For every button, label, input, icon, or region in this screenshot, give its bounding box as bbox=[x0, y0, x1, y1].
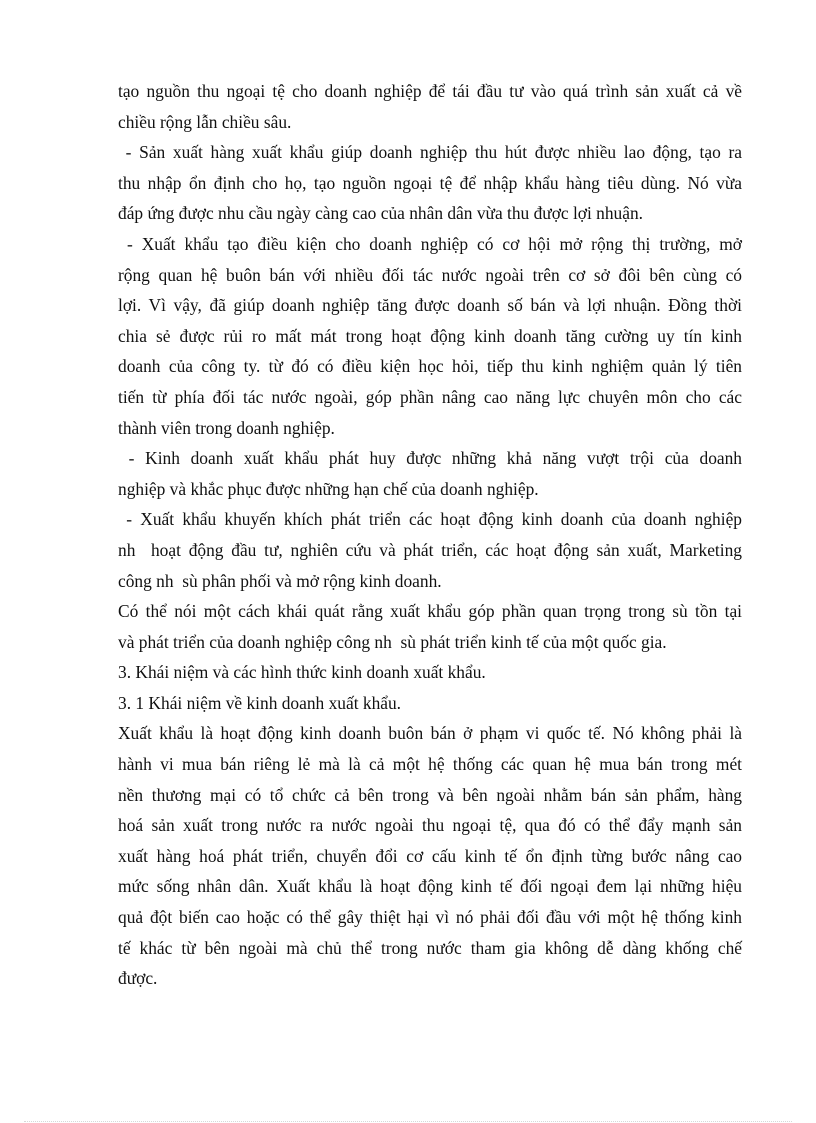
text-line: nh hoạt động đầu tư, nghiên cứu và phát triển, các hoạt động sản xuất, Marketing bbox=[118, 539, 742, 560]
text-line: đáp ứng được nhu cầu ngày càng cao của nhân dân vừa thu được lợi nhuận. bbox=[118, 203, 644, 224]
text-line: rộng quan hệ buôn bán với nhiều đối tác nước ngoài trên cơ sở đôi bên cùng có bbox=[118, 264, 742, 285]
text-line: - Xuất khẩu khuyến khích phát triển các hoạt động kinh doanh của doanh nghiệp bbox=[118, 509, 742, 530]
text-line: - Xuất khẩu tạo điều kiện cho doanh nghiệp có cơ hội mở rộng thị trường, mở bbox=[118, 233, 742, 254]
text-line: nền thương mại có tổ chức cả bên trong và bên ngoài nhằm bán sản phẩm, hàng bbox=[118, 784, 742, 805]
text-line: và phát triển của doanh nghiệp công nh sù phát triển kinh tế của một quốc gia. bbox=[118, 631, 667, 652]
text-line: 3. Khái niệm và các hình thức kinh doanh xuất khẩu. bbox=[118, 662, 486, 683]
text-line: Có thể nói một cách khái quát rằng xuất khẩu góp phần quan trọng trong sù tồn tại bbox=[118, 601, 742, 622]
text-line: công nh sù phân phối và mở rộng kinh doanh. bbox=[118, 570, 442, 591]
document-body bbox=[118, 76, 742, 994]
text-line: Xuất khẩu là hoạt động kinh doanh buôn bán ở phạm vi quốc tế. Nó không phải là bbox=[118, 723, 742, 744]
text-line: doanh của công ty. từ đó có điều kiện học hỏi, tiếp thu kinh nghiệm quản lý tiên bbox=[118, 356, 742, 377]
text-line: 3. 1 Khái niệm về kinh doanh xuất khẩu. bbox=[118, 692, 402, 713]
text-line: chiều rộng lẫn chiều sâu. bbox=[118, 111, 292, 132]
page-bottom-divider bbox=[24, 1121, 792, 1122]
text-line: hoá sản xuất trong nước ra nước ngoài thu ngoại tệ, qua đó có thể đẩy mạnh sản bbox=[118, 815, 742, 836]
text-line: mức sống nhân dân. Xuất khẩu là hoạt động kinh tế đối ngoại đem lại những hiệu bbox=[118, 876, 742, 897]
text-line: tế khác từ bên ngoài mà chủ thể trong nước tham gia không dễ dàng khống chế bbox=[118, 937, 742, 958]
text-line: chia sẻ được rủi ro mất mát trong hoạt động kinh doanh tăng cường uy tín kinh bbox=[118, 325, 742, 346]
text-line: lợi. Vì vậy, đã giúp doanh nghiệp tăng được doanh số bán và lợi nhuận. Đồng thời bbox=[118, 295, 742, 316]
text-line: thu nhập ổn định cho họ, tạo nguồn ngoại tệ để nhập khẩu hàng tiêu dùng. Nó vừa bbox=[118, 172, 742, 193]
text-line: tiến từ phía đối tác nước ngoài, góp phần nâng cao năng lực chuyên môn cho các bbox=[118, 386, 742, 407]
text-line: được. bbox=[118, 968, 158, 989]
text-line: - Sản xuất hàng xuất khẩu giúp doanh nghiệp thu hút được nhiều lao động, tạo ra bbox=[118, 142, 742, 163]
text-line: xuất hàng hoá phát triển, chuyển đổi cơ cấu kinh tế ổn định từng bước nâng cao bbox=[118, 845, 742, 866]
text-line: - Kinh doanh xuất khẩu phát huy được những khả năng vượt trội của doanh bbox=[118, 448, 742, 469]
text-line: tạo nguồn thu ngoại tệ cho doanh nghiệp để tái đầu tư vào quá trình sản xuất cả về bbox=[118, 81, 742, 101]
text-line: hành vi mua bán riêng lẻ mà là cả một hệ thống các quan hệ mua bán trong mét bbox=[118, 754, 742, 775]
text-line: thành viên trong doanh nghiệp. bbox=[118, 417, 335, 438]
text-line: quả đột biến cao hoặc có thể gây thiệt hại vì nó phải đối đầu với một hệ thống kinh bbox=[118, 907, 742, 928]
text-line: nghiệp và khắc phục được những hạn chế của doanh nghiệp. bbox=[118, 478, 539, 499]
